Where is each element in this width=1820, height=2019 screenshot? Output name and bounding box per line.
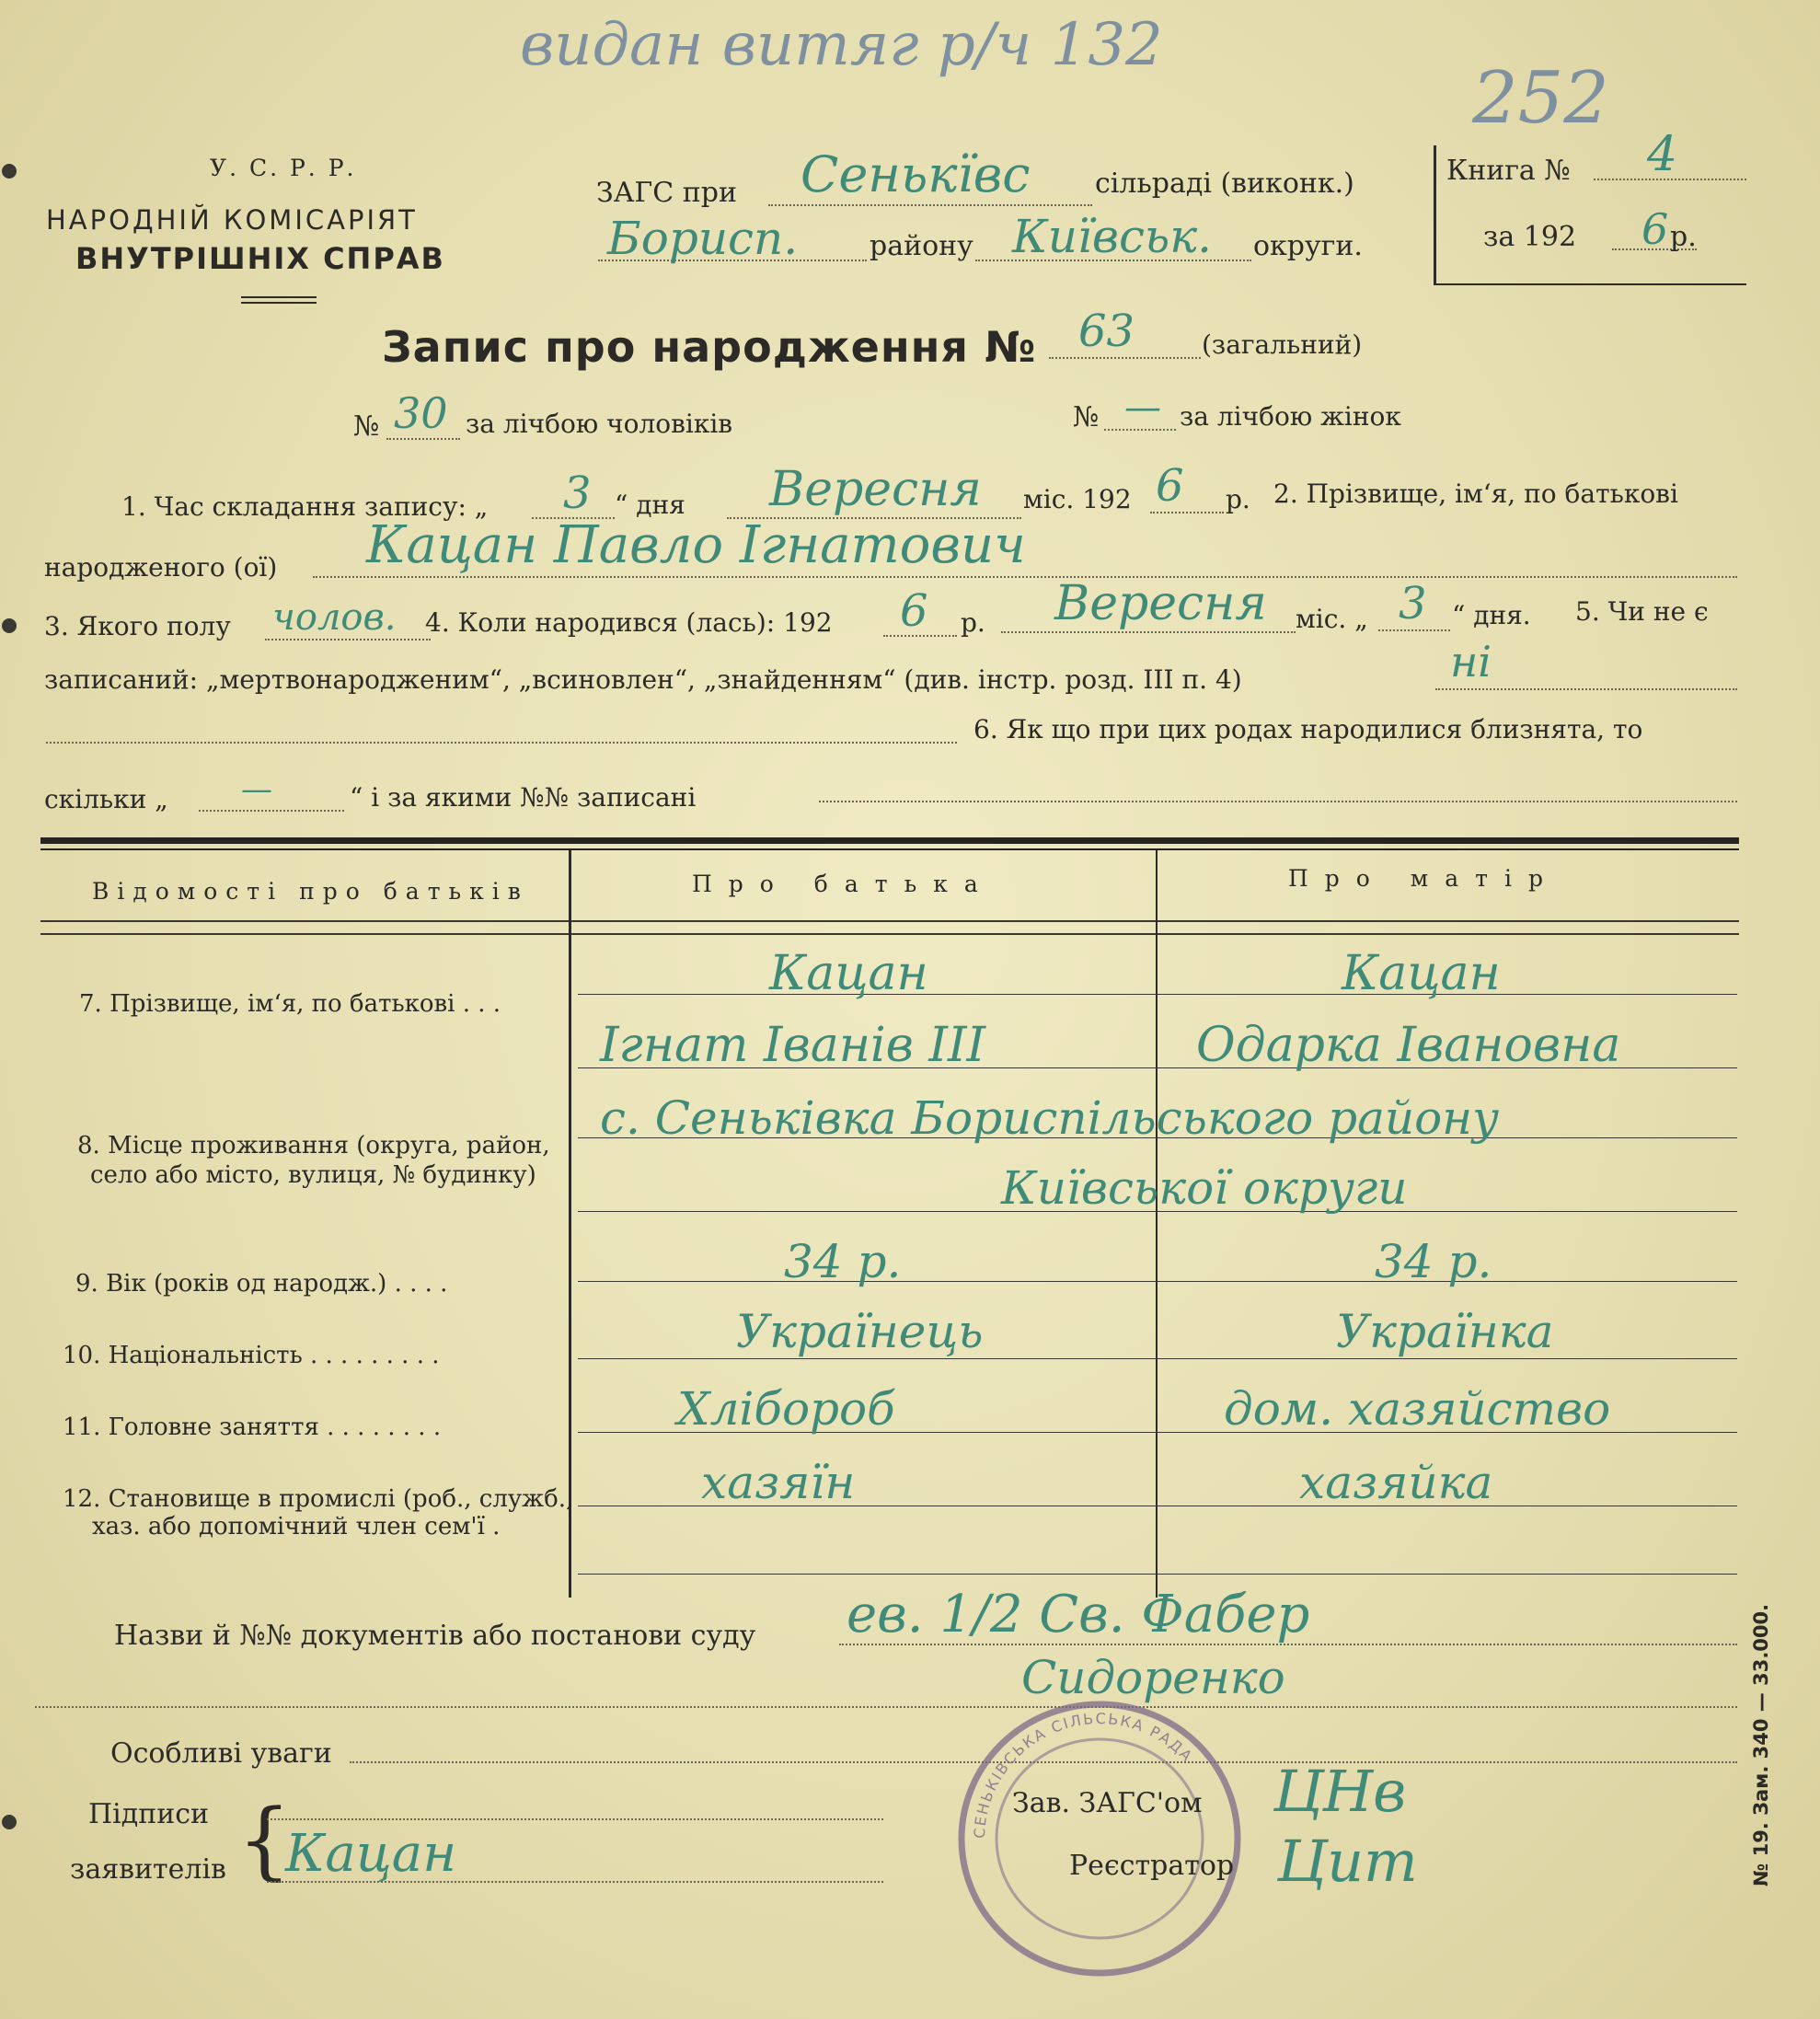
men-value: 30 <box>394 388 448 438</box>
field-4-month-line <box>1001 631 1296 633</box>
punch-hole <box>2 164 17 179</box>
row-line <box>578 1281 1737 1282</box>
notes-label: Особливі уваги <box>110 1737 332 1770</box>
ussr-label: У. С. Р. Р. <box>210 155 357 181</box>
field-4-month-value: Вересня <box>1054 576 1267 631</box>
field-3-value: чолов. <box>272 596 397 639</box>
field-4-day-suffix: “ дня. <box>1452 600 1531 630</box>
row-label-age: 9. Вік (років од народж.) . . . . <box>75 1270 448 1298</box>
book-label: Книга № <box>1446 155 1571 187</box>
father-given-names: Ігнат Іванів ІІІ <box>600 1018 986 1073</box>
row-label-occupation: 11. Головне заняття . . . . . . . . <box>63 1413 442 1441</box>
field-4-day-value: 3 <box>1399 578 1427 629</box>
header-rule <box>40 933 1739 935</box>
row-line <box>578 1574 1737 1575</box>
field-1-day-suffix: “ дня <box>615 490 685 520</box>
table-top-rule <box>40 837 1739 844</box>
row-line <box>578 994 1737 995</box>
record-number-line <box>1049 357 1201 359</box>
book-year-prefix: за 192 <box>1483 221 1577 253</box>
field-1-year-value: 6 <box>1156 460 1184 512</box>
district-value: Борисп. <box>607 212 799 265</box>
book-box-border <box>1434 283 1746 285</box>
registrar-signature: Цит <box>1277 1828 1418 1895</box>
field-5-label-cont: записаний: „мертвонародженим“, „всиновлен“, „знайденням“ (див. інстр. розд. III п. 4) <box>44 664 1242 695</box>
department-label: ВНУТРІШНІХ СПРАВ <box>75 241 445 276</box>
registrar-label: Реєстратор <box>1069 1850 1235 1882</box>
stamp-text: СЕНЬКІВСЬКА СІЛЬСЬКА РАДА <box>970 1709 1197 1840</box>
field-6-value: — <box>241 771 272 808</box>
archive-number: 252 <box>1472 57 1609 140</box>
father-nationality: Українець <box>736 1305 984 1358</box>
record-title: Запис про народження № <box>382 322 1037 372</box>
field-5-value: ні <box>1450 637 1492 686</box>
zags-head-signature: ЦНв <box>1273 1758 1407 1825</box>
field-6-count-line <box>199 810 344 812</box>
signatures-brace: { <box>237 1791 292 1889</box>
zags-prefix: ЗАГС при <box>596 177 737 209</box>
field-4-year-value: 6 <box>900 585 928 637</box>
mother-age: 34 р. <box>1375 1235 1492 1288</box>
punch-hole <box>2 1815 17 1829</box>
field-3-label: 3. Якого полу <box>44 611 231 641</box>
father-status: хазяїн <box>701 1456 856 1509</box>
field-6-label-cont: скільки „ <box>44 784 168 814</box>
official-stamp <box>948 1691 1251 1986</box>
mother-occupation: дом. хазяйство <box>1224 1382 1611 1436</box>
col-header-father: Про батька <box>692 871 995 897</box>
residence-line-1: с. Сеньківка Бориспільського району <box>600 1091 1500 1145</box>
applicant-signature: Кацан <box>285 1824 457 1884</box>
row-label-status: 12. Становище в промислі (роб., служб., <box>63 1485 574 1513</box>
record-total-label: (загальний) <box>1202 329 1363 360</box>
book-box-border <box>1434 145 1436 285</box>
field-2-label: 2. Прізвище, ім‘я, по батькові <box>1273 479 1678 509</box>
col-divider <box>1156 850 1158 1598</box>
field-4-label: 4. Коли народився (лась): 192 <box>425 607 833 638</box>
father-occupation: Хлібороб <box>677 1382 895 1436</box>
row-label-name: 7. Прізвище, ім‘я, по батькові . . . <box>79 990 501 1018</box>
father-age: 34 р. <box>784 1235 902 1288</box>
row-label-residence: 8. Місце проживання (округа, район, <box>77 1132 550 1159</box>
father-surname: Кацан <box>769 946 928 1001</box>
svg-text:СЕНЬКІВСЬКА СІЛЬСЬКА РАДА <box>971 1710 1197 1839</box>
women-prefix: № <box>1073 401 1100 433</box>
signatures-label: Підписи <box>88 1798 210 1830</box>
documents-value: ев. 1/2 Св. Фабер <box>847 1585 1310 1644</box>
top-handwritten-note: видан витяг р/ч 132 <box>520 11 1163 79</box>
table-top-rule-thin <box>40 848 1739 850</box>
book-year-value: 6 <box>1641 204 1669 254</box>
row-label-residence-cont: село або місто, вулиця, № будинку) <box>90 1161 536 1189</box>
mother-status: хазяйка <box>1299 1456 1493 1509</box>
village-line <box>768 204 1092 206</box>
signature-line-1 <box>267 1818 883 1820</box>
signatures-label-cont: заявителів <box>70 1853 226 1886</box>
col-header-mother: Про матір <box>1288 865 1560 892</box>
mother-given-names: Одарка Івановна <box>1196 1018 1621 1073</box>
field-4-day-line <box>1378 629 1450 631</box>
header-rule <box>40 920 1739 922</box>
mother-surname: Кацан <box>1342 946 1501 1001</box>
field-1-month-value: Вересня <box>769 462 982 517</box>
field-5-label: 5. Чи не є <box>1575 596 1709 627</box>
book-number-value: 4 <box>1647 127 1678 182</box>
field-6-line <box>46 742 957 744</box>
header-underline <box>241 296 317 298</box>
field-6-numbers-line <box>819 801 1737 802</box>
field-2-line <box>313 576 1737 578</box>
zags-head-label: Зав. ЗАГС'ом <box>1012 1787 1203 1819</box>
side-print-code: № 19. Зам. 340 — 33.000. <box>1750 1603 1772 1886</box>
documents-label: Назви й №№ документів або постанови суду <box>114 1620 756 1652</box>
women-label: за лічбою жінок <box>1180 401 1401 432</box>
documents-value-cont: Сидоренко <box>1021 1651 1285 1704</box>
field-4-year-suffix: р. <box>961 607 985 638</box>
women-line <box>1104 429 1176 431</box>
row-label-status-cont: хаз. або допомічний член сем'ї . <box>92 1513 501 1540</box>
col-header-info: Відомості про батьків <box>92 878 529 905</box>
men-label: за лічбою чоловіків <box>466 409 733 439</box>
field-2-label-cont: народженого (ої) <box>44 552 278 583</box>
documents-line-2 <box>35 1706 1737 1708</box>
header-underline <box>241 302 317 304</box>
field-5-line <box>1435 688 1737 690</box>
men-line <box>386 438 460 440</box>
field-6-label: 6. Як що при цих родах народилися близнята, то <box>973 714 1643 744</box>
village-value: Сенькївс <box>801 145 1031 203</box>
row-label-nationality: 10. Національність . . . . . . . . . <box>63 1342 440 1369</box>
field-1-year-suffix: р. <box>1226 484 1250 514</box>
field-1-label: 1. Час складання запису: „ <box>121 491 489 522</box>
field-1-year-line <box>1150 512 1224 513</box>
row-line <box>578 1358 1737 1359</box>
district-suffix: району <box>870 230 973 262</box>
field-1-day-value: 3 <box>563 467 592 519</box>
punch-hole <box>2 618 17 633</box>
record-number-value: 63 <box>1078 306 1135 357</box>
field-2-value: Кацан Павло Ігнатович <box>366 515 1026 575</box>
residence-line-2: Київської округи <box>1001 1161 1408 1215</box>
village-suffix: сільраді (виконк.) <box>1095 167 1354 200</box>
field-1-month-suffix: міс. 192 <box>1023 484 1132 514</box>
book-year-suffix: р. <box>1670 221 1697 253</box>
okruha-suffix: округи. <box>1253 230 1363 262</box>
women-value: — <box>1124 386 1161 429</box>
okruha-value: Київськ. <box>1012 210 1212 263</box>
men-prefix: № <box>353 410 380 443</box>
commissariat-label: НАРОДНІЙ КОМІСАРІЯТ <box>46 204 418 236</box>
field-6-label-end: “ і за якими №№ записані <box>350 782 697 813</box>
field-3-line <box>265 639 431 640</box>
mother-nationality: Українка <box>1336 1305 1554 1358</box>
field-4-month-suffix: міс. „ <box>1296 604 1368 634</box>
